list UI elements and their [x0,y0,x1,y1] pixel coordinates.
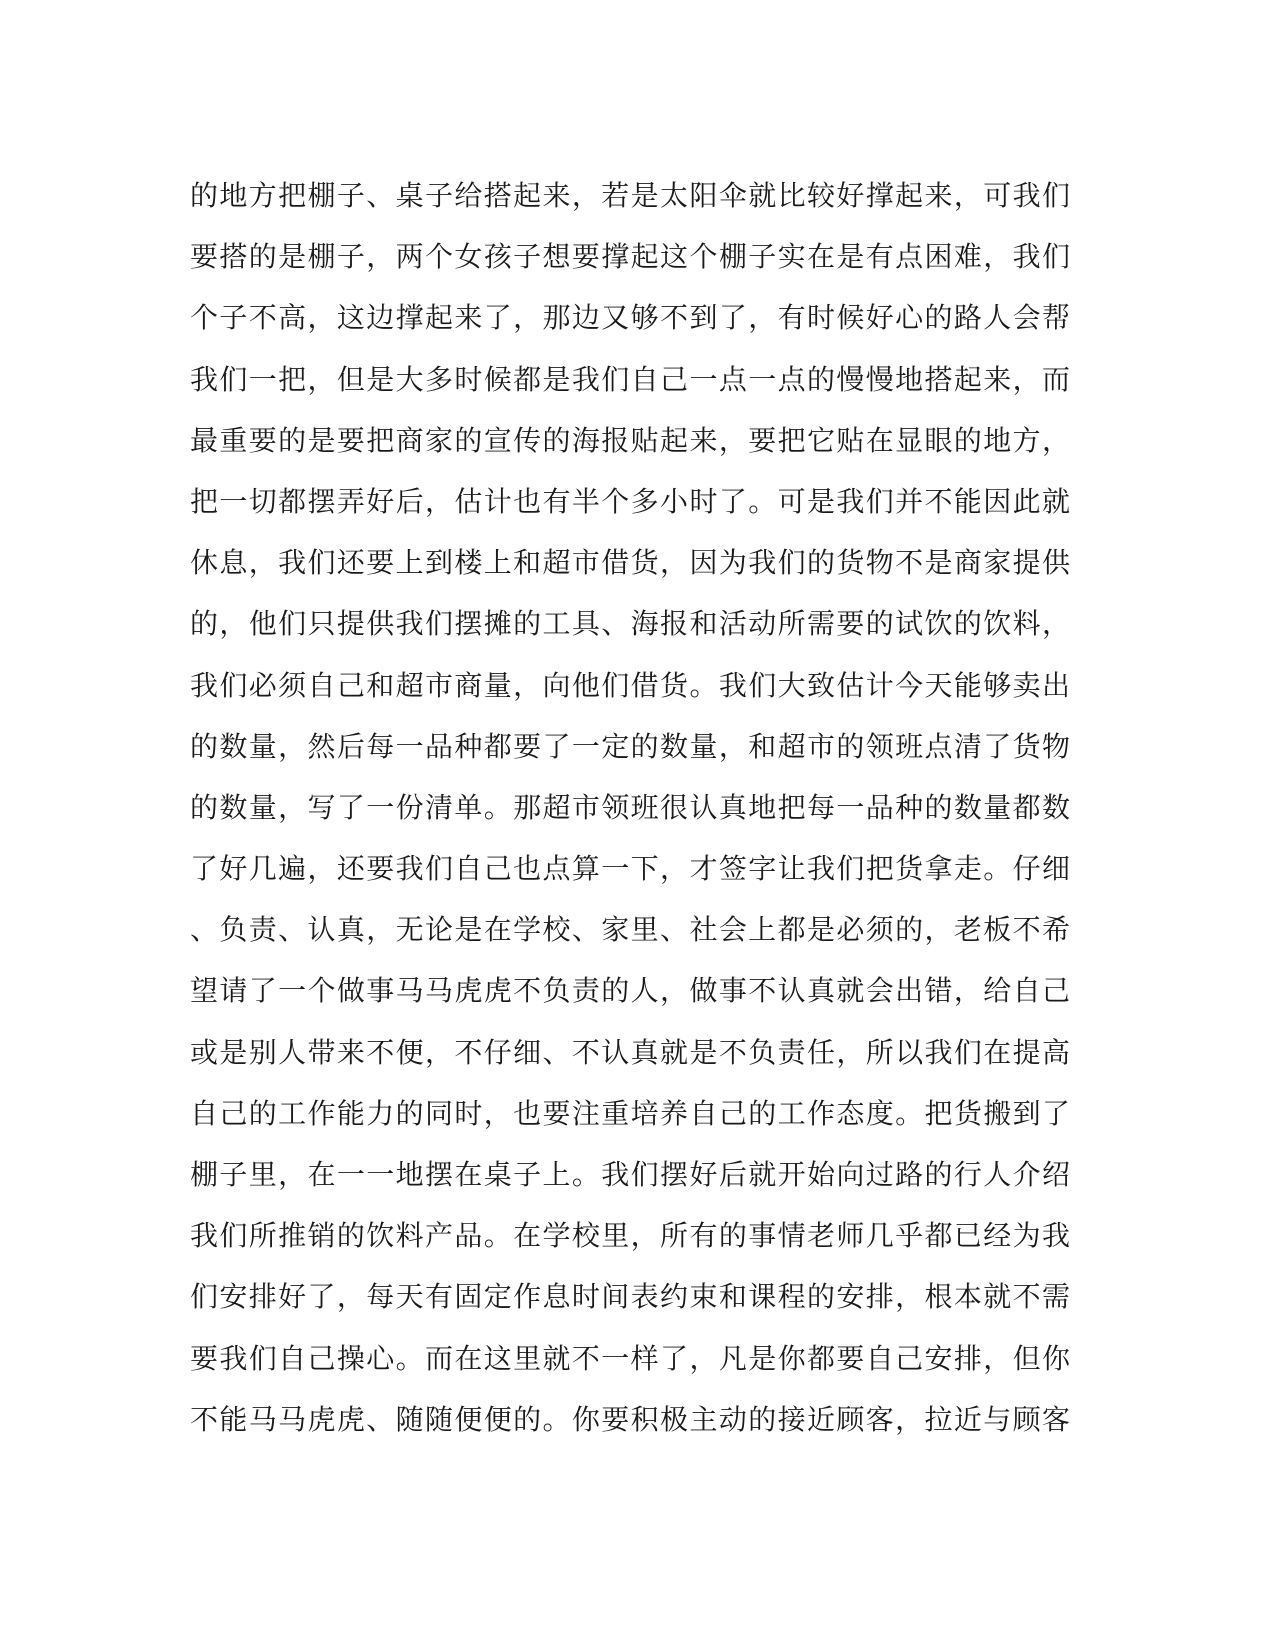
text-line: 不能马马虎虎、随随便便的。你要积极主动的接近顾客，拉近与顾客 [190,1402,1070,1436]
text-line: 把一切都摆弄好后，估计也有半个多小时了。可是我们并不能因此就 [190,484,1070,518]
text-line: 的数量，然后每一品种都要了一定的数量，和超市的领班点清了货物 [190,729,1070,763]
text-line: 自己的工作能力的同时，也要注重培养自己的工作态度。把货搬到了 [190,1096,1070,1130]
text-line: 要搭的是棚子，两个女孩子想要撑起这个棚子实在是有点困难，我们 [190,240,1070,274]
text-line: 的，他们只提供我们摆摊的工具、海报和活动所需要的试饮的饮料， [190,607,1070,641]
text-line: 个子不高，这边撑起来了，那边又够不到了，有时候好心的路人会帮 [190,301,1070,335]
text-line: 我们所推销的饮料产品。在学校里，所有的事情老师几乎都已经为我 [190,1219,1070,1253]
text-line: 的数量，写了一份清单。那超市领班很认真地把每一品种的数量都数 [190,790,1070,824]
text-line: 望请了一个做事马马虎虎不负责的人，做事不认真就会出错，给自己 [190,974,1070,1008]
text-line: 我们一把，但是大多时候都是我们自己一点一点的慢慢地搭起来，而 [190,362,1070,396]
text-line: 要我们自己操心。而在这里就不一样了，凡是你都要自己安排，但你 [190,1341,1070,1375]
text-line: 、负责、认真，无论是在学校、家里、社会上都是必须的，老板不希 [190,913,1070,947]
text-line: 了好几遍，还要我们自己也点算一下，才签字让我们把货拿走。仔细 [190,852,1070,886]
text-line: 的地方把棚子、桌子给搭起来，若是太阳伞就比较好撑起来，可我们 [190,179,1070,212]
body-text [190,165,1070,1450]
text-line: 我们必须自己和超市商量，向他们借货。我们大致估计今天能够卖出 [190,668,1070,702]
text-line: 棚子里，在一一地摆在桌子上。我们摆好后就开始向过路的行人介绍 [190,1158,1070,1191]
text-line: 最重要的是要把商家的宣传的海报贴起来，要把它贴在显眼的地方， [190,423,1070,457]
text-line: 们安排好了，每天有固定作息时间表约束和课程的安排，根本就不需 [190,1280,1070,1314]
text-line: 或是别人带来不便，不仔细、不认真就是不负责任，所以我们在提高 [190,1035,1070,1069]
text-line: 休息，我们还要上到楼上和超市借货，因为我们的货物不是商家提供 [190,546,1070,580]
